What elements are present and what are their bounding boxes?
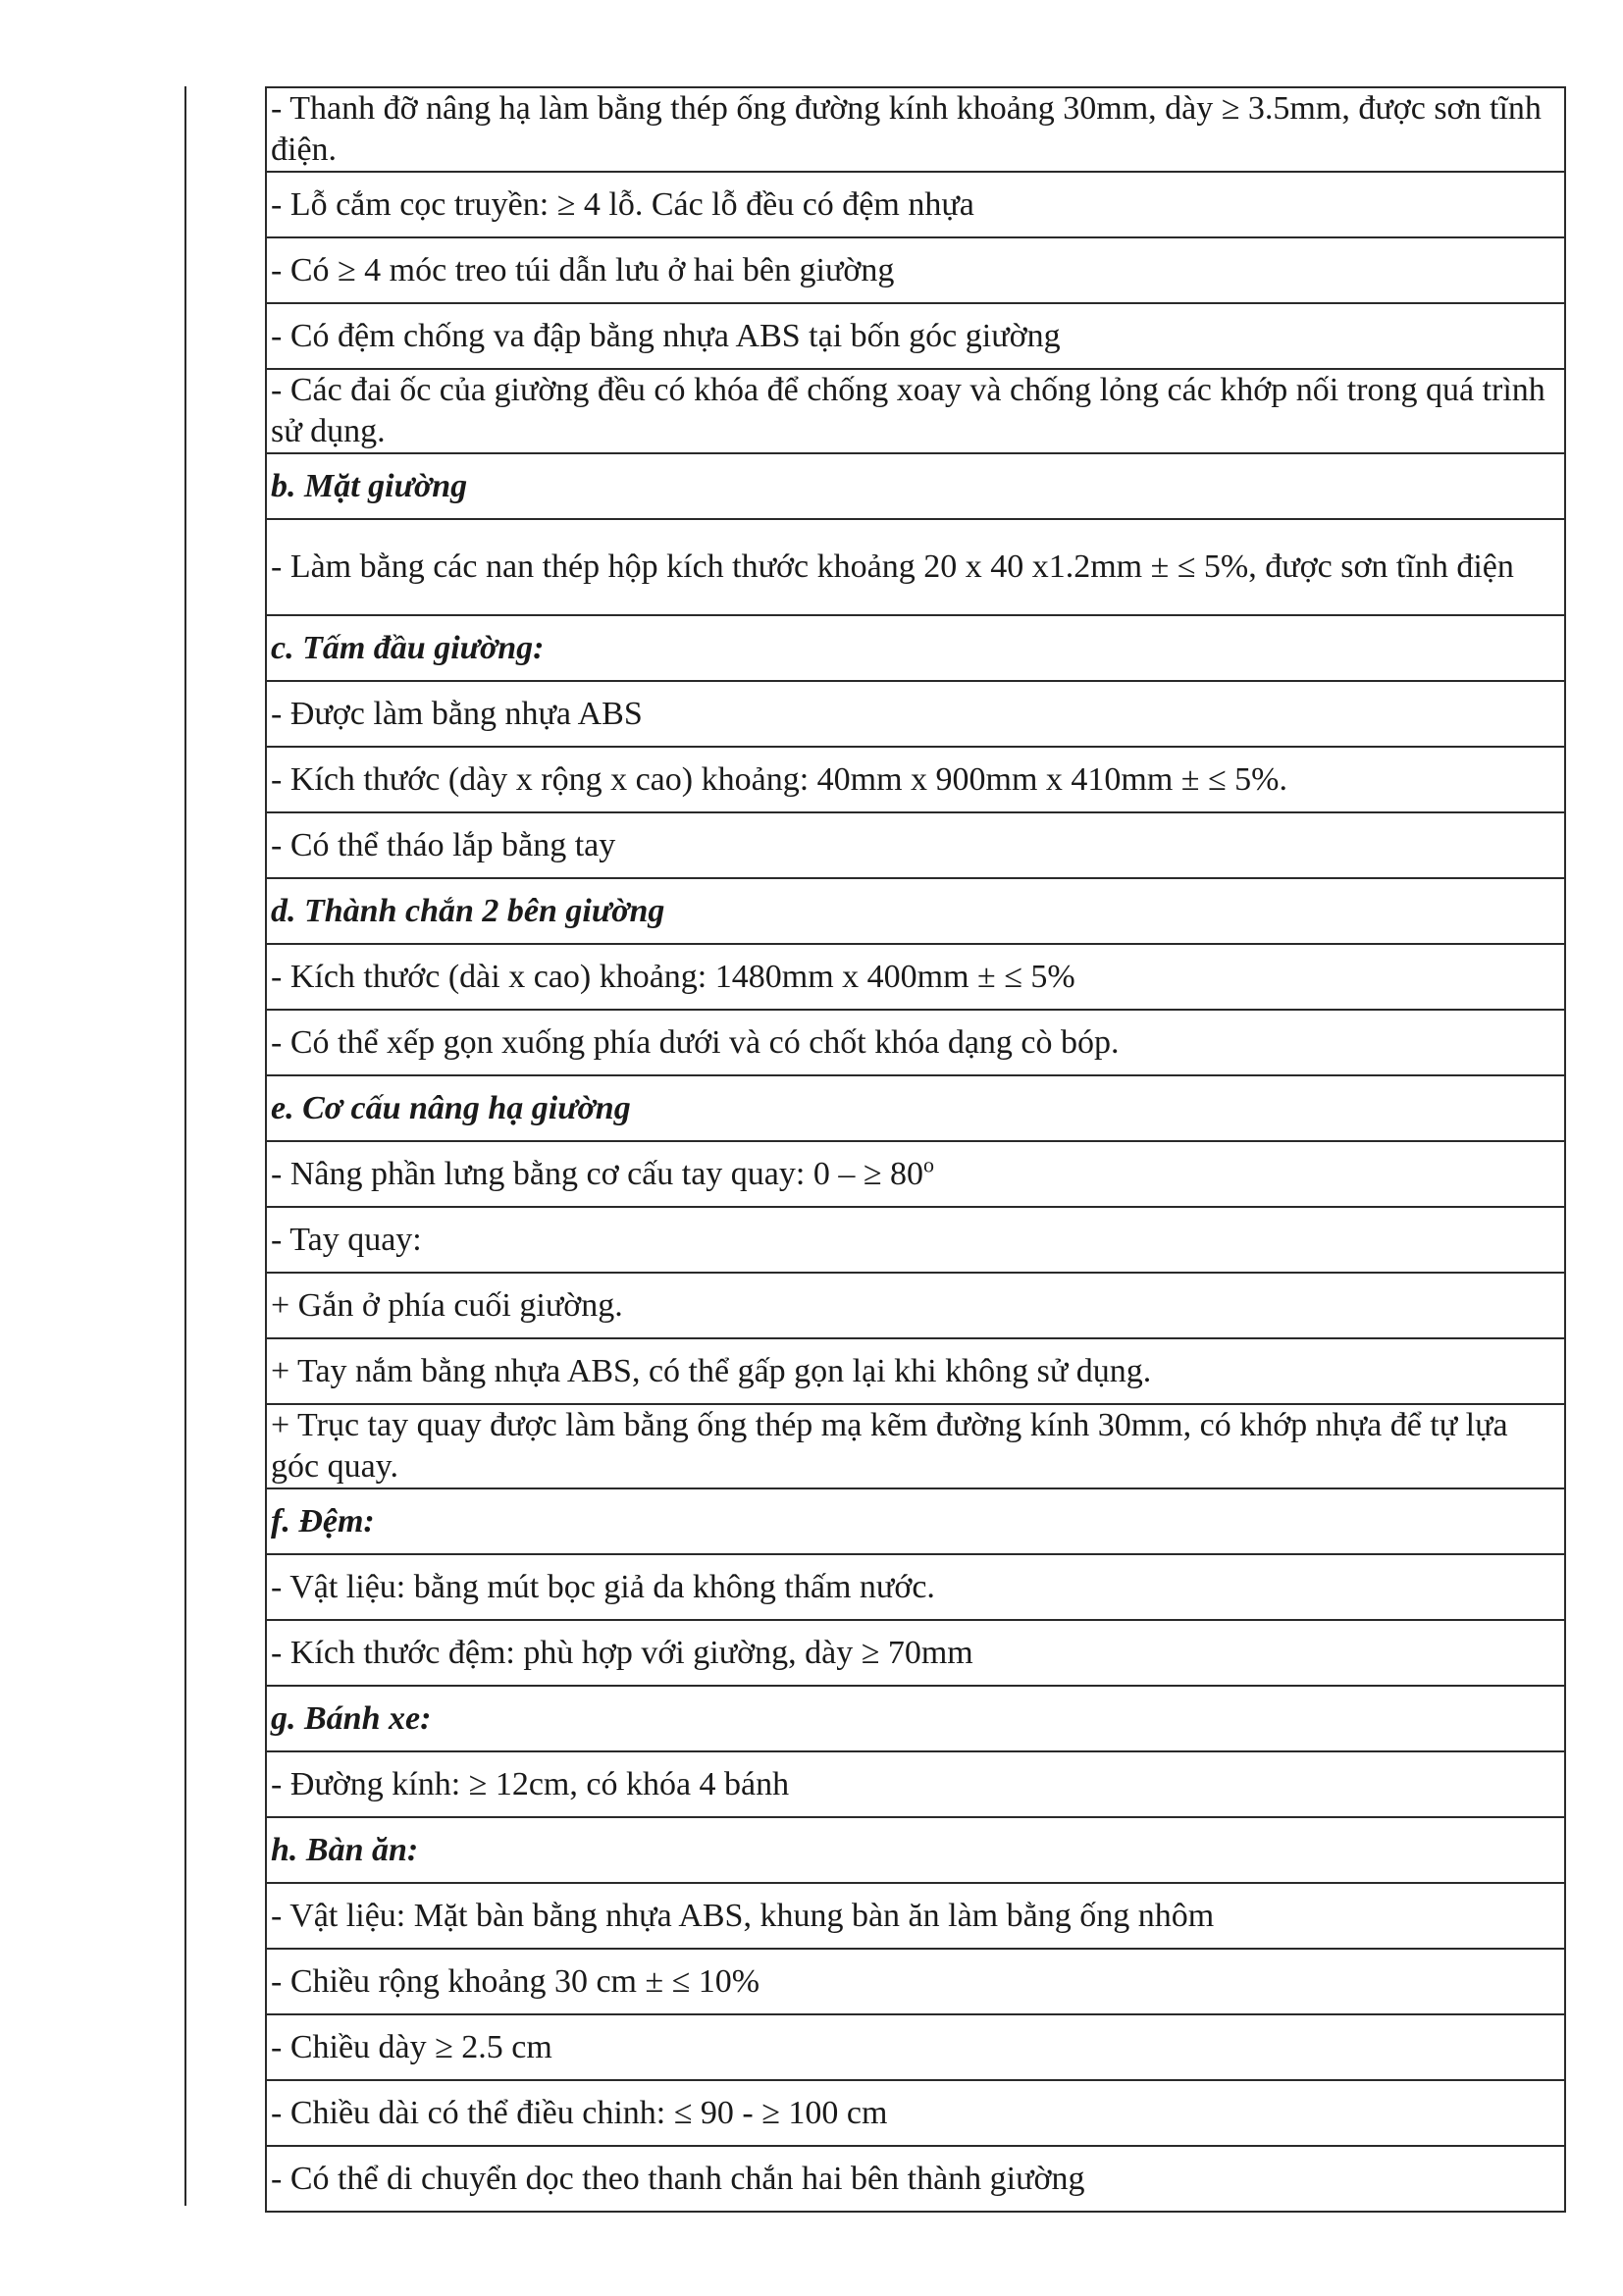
table-cell (266, 1141, 1565, 1207)
section-heading-row (266, 453, 1565, 519)
table-cell: - Đường kính: ≥ 12cm, có khóa 4 bánh (266, 1751, 1565, 1817)
table-cell: - Vật liệu: Mặt bàn bằng nhựa ABS, khung bàn ăn làm bằng ống nhôm (266, 1883, 1565, 1949)
table-cell: - Kích thước (dài x cao) khoảng: 1480mm x 400mm ± ≤ 5% (266, 944, 1565, 1010)
table-cell: + Trục tay quay được làm bằng ống thép mạ kẽm đường kính 30mm, có khớp nhựa để tự lựa góc quay. (266, 1404, 1565, 1488)
table-row (266, 172, 1565, 237)
table-cell: - Tay quay: (266, 1207, 1565, 1273)
table-row (266, 1207, 1565, 1273)
table-row (266, 1273, 1565, 1338)
table-cell: - Thanh đỡ nâng hạ làm bằng thép ống đường kính khoảng 30mm, dày ≥ 3.5mm, được sơn tĩnh điện. (266, 87, 1565, 172)
table-row (266, 681, 1565, 747)
section-heading-row (266, 1817, 1565, 1883)
table-cell: - Lỗ cắm cọc truyền: ≥ 4 lỗ. Các lỗ đều có đệm nhựa (266, 172, 1565, 237)
table-row (266, 1949, 1565, 2014)
table-cell: + Tay nắm bằng nhựa ABS, có thể gấp gọn lại khi không sử dụng. (266, 1338, 1565, 1404)
table-cell: - Chiều dài có thể điều chinh: ≤ 90 - ≥ 100 cm (266, 2080, 1565, 2146)
table-row (266, 812, 1565, 878)
table-row (266, 1404, 1565, 1488)
table-cell: - Các đai ốc của giường đều có khóa để chống xoay và chống lỏng các khớp nối trong quá trình sử dụng. (266, 369, 1565, 453)
table-row (266, 87, 1565, 172)
table-row (266, 1554, 1565, 1620)
section-heading-row (266, 615, 1565, 681)
table-cell: - Kích thước đệm: phù hợp với giường, dày ≥ 70mm (266, 1620, 1565, 1686)
section-heading-row (266, 878, 1565, 944)
section-heading: f. Đệm: (266, 1488, 1565, 1554)
table-cell: - Có thể di chuyển dọc theo thanh chắn hai bên thành giường (266, 2146, 1565, 2212)
table-row (266, 747, 1565, 812)
table-row (266, 1620, 1565, 1686)
table-cell: - Chiều rộng khoảng 30 cm ± ≤ 10% (266, 1949, 1565, 2014)
table-cell: - Làm bằng các nan thép hộp kích thước khoảng 20 x 40 x1.2mm ± ≤ 5%, được sơn tĩnh điện (266, 519, 1565, 615)
section-heading-row (266, 1686, 1565, 1751)
section-heading: c. Tấm đầu giường: (266, 615, 1565, 681)
table-row (266, 2080, 1565, 2146)
table-row (266, 2014, 1565, 2080)
specification-table-body (266, 87, 1565, 2212)
table-cell: - Có thể tháo lắp bằng tay (266, 812, 1565, 878)
table-cell: - Chiều dày ≥ 2.5 cm (266, 2014, 1565, 2080)
left-margin-line (184, 86, 186, 2206)
cell-text: - Nâng phần lưng bằng cơ cấu tay quay: 0 – ≥ 80 (271, 1155, 924, 1192)
section-heading: g. Bánh xe: (266, 1686, 1565, 1751)
table-row (266, 237, 1565, 303)
table-row (266, 1751, 1565, 1817)
table-row (266, 303, 1565, 369)
table-cell: - Kích thước (dày x rộng x cao) khoảng: 40mm x 900mm x 410mm ± ≤ 5%. (266, 747, 1565, 812)
table-row (266, 1338, 1565, 1404)
table-row (266, 1010, 1565, 1075)
table-row (266, 1141, 1565, 1207)
section-heading: e. Cơ cấu nâng hạ giường (266, 1075, 1565, 1141)
section-heading-row (266, 1075, 1565, 1141)
section-heading-row (266, 1488, 1565, 1554)
table-cell: + Gắn ở phía cuối giường. (266, 1273, 1565, 1338)
table-row (266, 1883, 1565, 1949)
specification-table (265, 86, 1566, 2213)
section-heading: h. Bàn ăn: (266, 1817, 1565, 1883)
table-cell: - Có ≥ 4 móc treo túi dẫn lưu ở hai bên giường (266, 237, 1565, 303)
table-cell: - Được làm bằng nhựa ABS (266, 681, 1565, 747)
table-row (266, 944, 1565, 1010)
table-cell: - Có thể xếp gọn xuống phía dưới và có chốt khóa dạng cò bóp. (266, 1010, 1565, 1075)
section-heading: b. Mặt giường (266, 453, 1565, 519)
section-heading: d. Thành chắn 2 bên giường (266, 878, 1565, 944)
table-row (266, 2146, 1565, 2212)
table-cell: - Vật liệu: bằng mút bọc giả da không thấm nước. (266, 1554, 1565, 1620)
table-row (266, 369, 1565, 453)
table-cell: - Có đệm chống va đập bằng nhựa ABS tại bốn góc giường (266, 303, 1565, 369)
degree-superscript: o (923, 1152, 935, 1177)
table-row (266, 519, 1565, 615)
